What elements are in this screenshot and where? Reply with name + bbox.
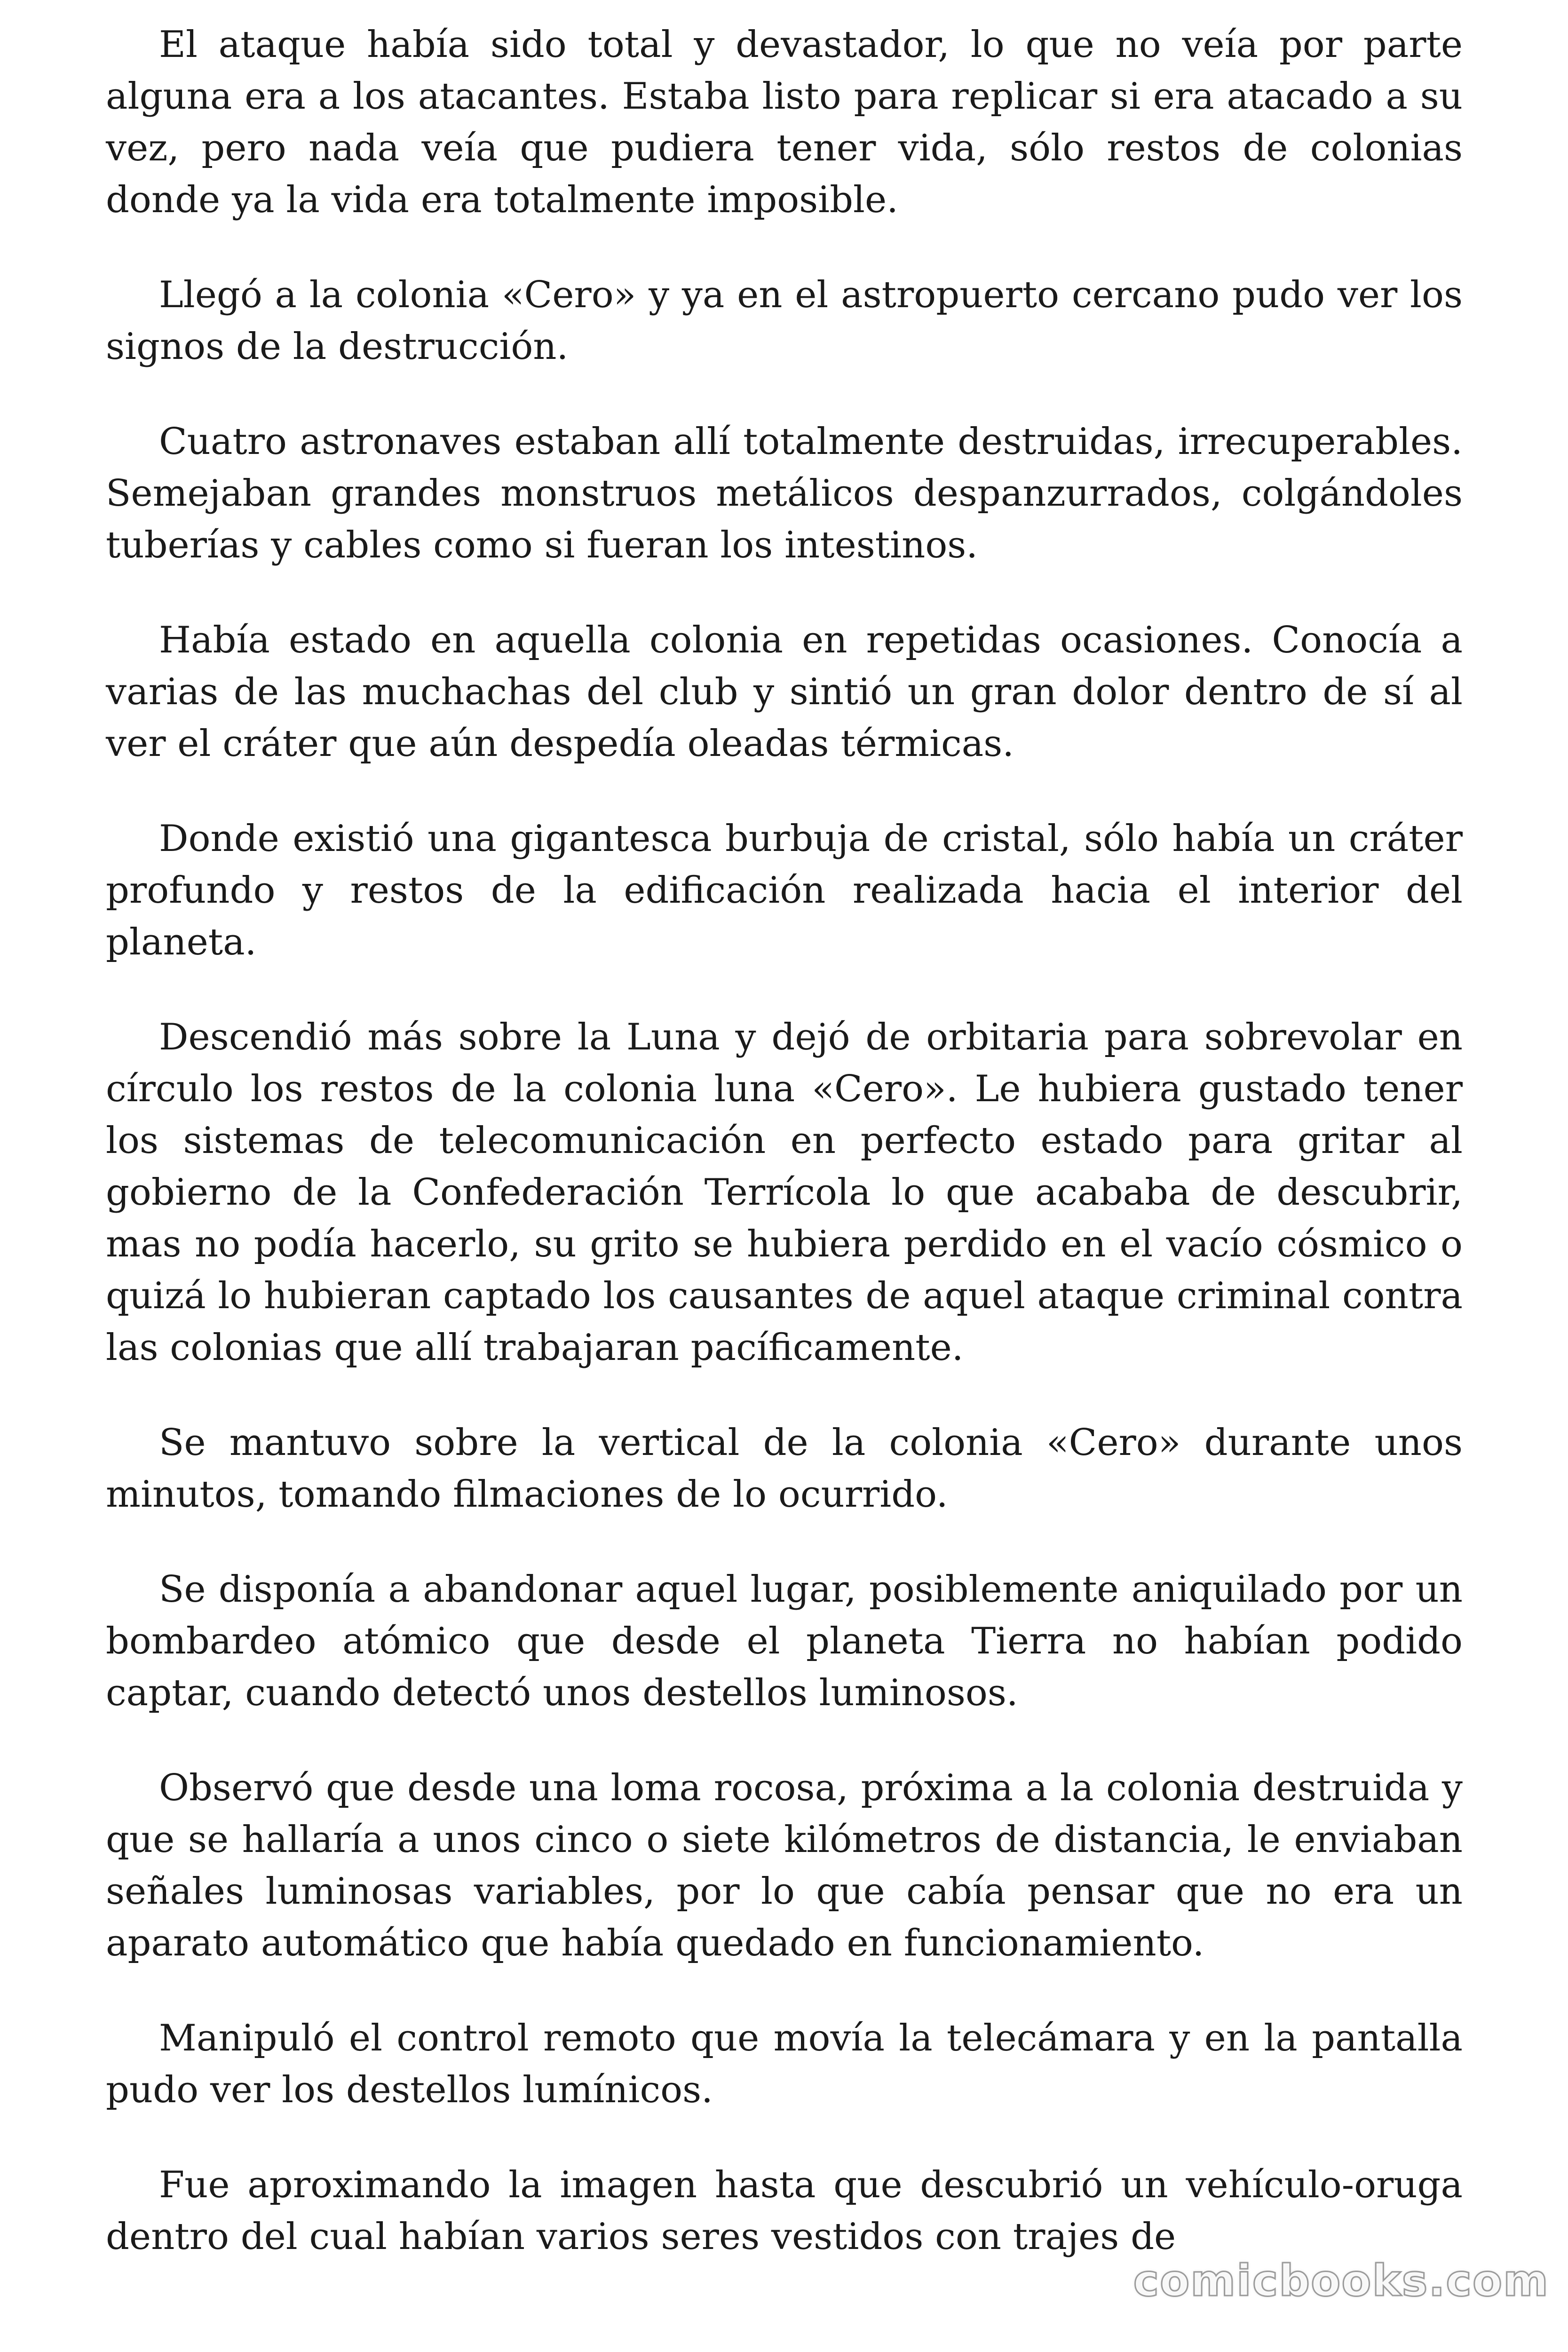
- paragraph: Había estado en aquella colonia en repetidas ocasiones. Conocía a varias de las muchachas del club y sintió un gran dolor dentro de sí al ver el cráter que aún despedía oleadas térmicas.: [106, 619, 1463, 765]
- paragraph: Cuatro astronaves estaban allí totalmente destruidas, irrecuperables. Semejaban grandes monstruos metálicos despanzurrados, colgándoles tuberías y cables como si fueran los intestinos.: [106, 421, 1463, 566]
- paragraph: Fue aproximando la imagen hasta que descubrió un vehículo-oruga dentro del cual habían varios seres vestidos con trajes de: [106, 2164, 1463, 2258]
- paragraph: El ataque había sido total y devastador, lo que no veía por parte alguna era a los atacantes. Estaba listo para replicar si era atacado a su vez, pero nada veía que pudiera tener vida, sólo restos de colonias donde ya la vida era totalmente imposible.: [106, 24, 1463, 221]
- watermark: comicbooks.com: [1133, 2256, 1549, 2306]
- paragraph: Donde existió una gigantesca burbuja de cristal, sólo había un cráter profundo y restos de la edificación realizada hacia el interior del planeta.: [106, 818, 1463, 963]
- paragraph: Se disponía a abandonar aquel lugar, posiblemente aniquilado por un bombardeo atómico que desde el planeta Tierra no habían podido captar, cuando detectó unos destellos luminosos.: [106, 1568, 1463, 1714]
- paragraph: Descendió más sobre la Luna y dejó de orbitaria para sobrevolar en círculo los restos de la colonia luna «Cero». Le hubiera gustado tener los sistemas de telecomunicación en perfecto estado para gritar al gobierno de la Confederación Terrícola lo que acababa de descubrir, mas no podía hacerlo, su grito se hubiera perdido en el vacío cósmico o quizá lo hubieran captado los causantes de aquel ataque criminal contra las colonias que allí trabajaran pacíficamente.: [106, 1016, 1463, 1369]
- paragraph: Manipuló el control remoto que movía la telecámara y en la pantalla pudo ver los destellos lumínicos.: [106, 2017, 1463, 2111]
- paragraph: Se mantuvo sobre la vertical de la colonia «Cero» durante unos minutos, tomando filmaciones de lo ocurrido.: [106, 1422, 1463, 1516]
- paragraph: Observó que desde una loma rocosa, próxima a la colonia destruida y que se hallaría a unos cinco o siete kilómetros de distancia, le enviaban señales luminosas variables, por lo que cabía pensar que no era un aparato automático que había quedado en funcionamiento.: [106, 1767, 1463, 1964]
- paragraph: Llegó a la colonia «Cero» y ya en el astropuerto cercano pudo ver los signos de la destrucción.: [106, 274, 1463, 368]
- document-body: [106, 19, 1463, 2306]
